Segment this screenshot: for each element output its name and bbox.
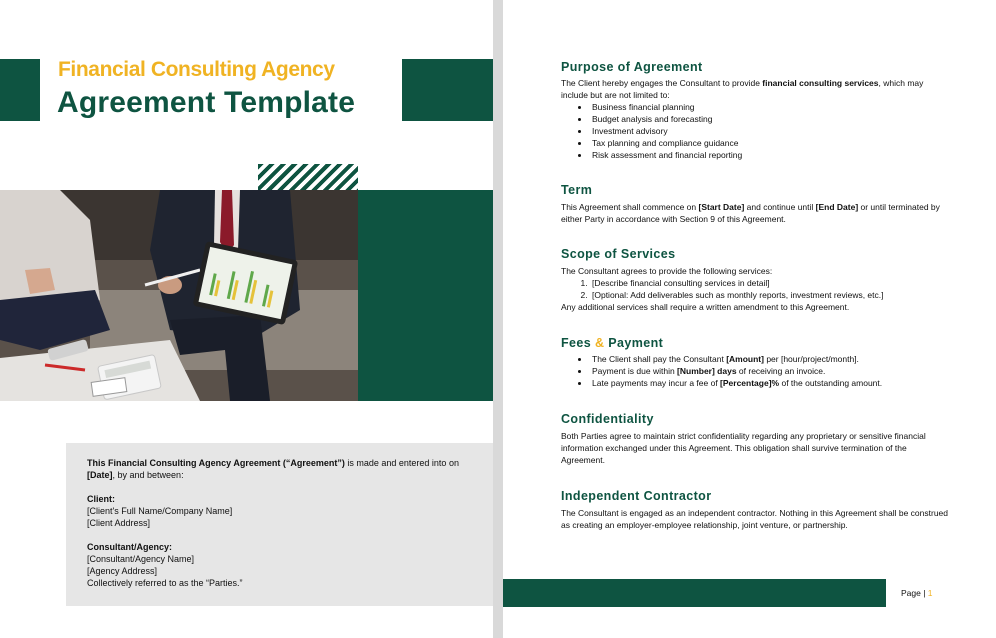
purpose-text-after: , which may include but are not limited to: [561, 78, 924, 100]
fees-text: of receiving an invoice. [736, 366, 826, 376]
purpose-list [561, 101, 951, 161]
section-heading-independent: Independent Contractor [561, 489, 712, 503]
scope-intro: The Consultant agrees to provide the following services: [561, 266, 773, 276]
striped-accent [258, 164, 358, 190]
cover-title: Agreement Template [57, 86, 356, 119]
list-item: • Risk assessment and financial reporting [590, 149, 951, 161]
term-text-2: and continue until [744, 202, 816, 212]
intro-text [87, 457, 477, 589]
page-label: Page | [901, 588, 928, 598]
intro-opening [87, 457, 477, 481]
section-heading-confidentiality: Confidentiality [561, 412, 654, 426]
list-item: • Investment advisory [590, 125, 951, 137]
header-accent-left [0, 59, 40, 121]
cover-subtitle: Financial Consulting Agency [58, 58, 335, 81]
section-heading-purpose: Purpose of Agreement [561, 60, 703, 74]
client-label: Client: [87, 494, 115, 504]
list-item: • Tax planning and compliance guidance [590, 137, 951, 149]
client-name: [Client's Full Name/Company Name] [87, 506, 233, 516]
fees-amount: [Amount] [726, 354, 764, 364]
client-address: [Client Address] [87, 518, 151, 528]
page-number-value: 1 [927, 588, 933, 598]
date-placeholder: [Date] [87, 470, 113, 480]
header-accent-right [402, 59, 493, 121]
fees-heading-part-1: Fees [561, 336, 592, 350]
ampersand: & [594, 336, 605, 350]
page-number [901, 588, 933, 598]
term-start-date: [Start Date] [698, 202, 745, 212]
intro-opening-bold: This Financial Consulting Agency Agreement (“Agreement”) [87, 458, 345, 468]
list-item [590, 353, 951, 365]
terms-page [503, 0, 996, 638]
fees-percentage: [Percentage]% [720, 378, 780, 388]
intro-opening-end: , by and between: [112, 470, 184, 480]
footer-bar [503, 579, 886, 607]
section-confidentiality [561, 430, 951, 466]
term-end-date: [End Date] [815, 202, 859, 212]
list-item: • Budget analysis and forecasting [590, 113, 951, 125]
scope-outro: Any additional services shall require a written amendment to this Agreement. [561, 302, 850, 312]
parties-line: Collectively referred to as the “Parties.” [87, 578, 243, 588]
section-heading-scope: Scope of Services [561, 247, 676, 261]
list-item [590, 365, 951, 377]
section-purpose [561, 77, 951, 161]
business-meeting-illustration [0, 190, 358, 401]
section-heading-term: Term [561, 183, 593, 197]
fees-text: per [hour/project/month]. [763, 354, 859, 364]
list-item: 2. [Optional: Add deliverables such as monthly reports, investment reviews, etc.] [590, 289, 951, 301]
consultant-address: [Agency Address] [87, 566, 158, 576]
fees-list [561, 353, 951, 389]
section-term [561, 201, 951, 225]
section-heading-fees [561, 336, 663, 350]
section-independent [561, 507, 951, 531]
term-text-3: or until terminated by either Party in accordance with Section 9 of this Agreement. [561, 202, 940, 224]
term-text [561, 201, 951, 225]
intro-opening-rest: is made and entered into on [344, 458, 459, 468]
purpose-text-bold: financial consulting services [762, 78, 879, 88]
purpose-text [561, 77, 951, 101]
independent-text: The Consultant is engaged as an independent contractor. Nothing in this Agreement shall be construed as creating an employer-employee relationship, joint venture, or partnership. [561, 508, 949, 530]
business-meeting-photo [0, 190, 358, 401]
fees-heading-part-2: Payment [608, 336, 664, 350]
consultant-name: [Consultant/Agency Name] [87, 554, 195, 564]
cover-page [0, 0, 493, 638]
confidentiality-text: Both Parties agree to maintain strict confidentiality regarding any proprietary or sensitive financial information exchanged under this Agreement. This obligation shall survive termination of the Agreement. [561, 431, 926, 465]
list-item: • Business financial planning [590, 101, 951, 113]
section-scope [561, 265, 951, 313]
scope-list [561, 277, 951, 301]
fees-text: Payment is due within [592, 366, 678, 376]
section-fees [561, 353, 951, 389]
list-item: 1. [Describe financial consulting services in detail] [590, 277, 951, 289]
photo-side-panel [358, 190, 493, 401]
consultant-label: Consultant/Agency: [87, 542, 173, 552]
fees-text: The Client shall pay the Consultant [592, 354, 727, 364]
term-text-1: This Agreement shall commence on [561, 202, 699, 212]
fees-text: Late payments may incur a fee of [592, 378, 721, 388]
fees-days: [Number] days [677, 366, 737, 376]
fees-text: of the outstanding amount. [779, 378, 883, 388]
list-item [590, 377, 951, 389]
purpose-text-before: The Client hereby engages the Consultant to provide [561, 78, 763, 88]
